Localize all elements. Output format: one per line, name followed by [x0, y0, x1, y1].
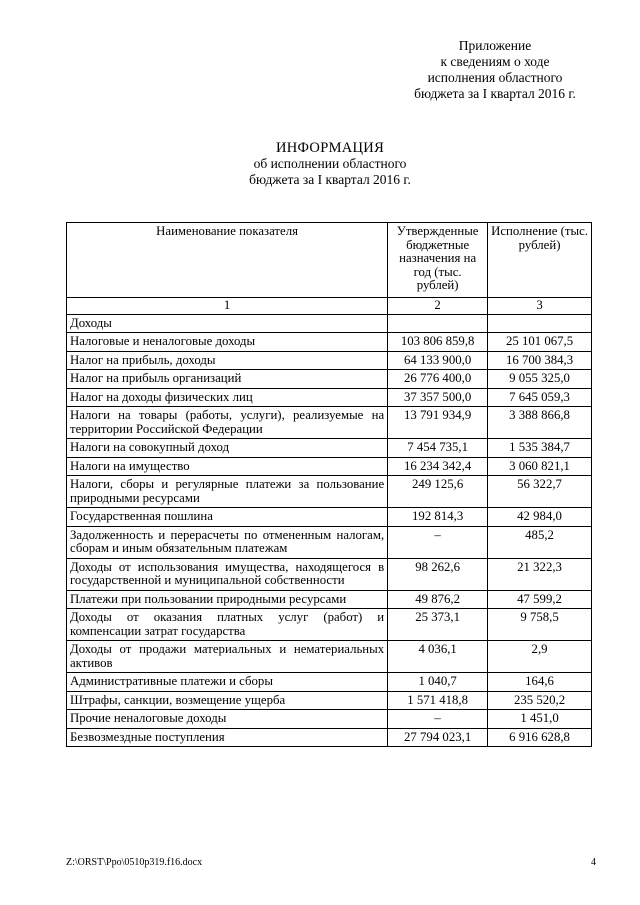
row-approved-cell: 26 776 400,0	[388, 370, 488, 389]
document-title: ИНФОРМАЦИЯ	[275, 140, 385, 156]
row-name-cell: Налоги, сборы и регулярные платежи за пользование природными ресурсами	[67, 476, 388, 508]
appendix-line: Приложение	[458, 38, 532, 53]
row-name-cell: Налог на доходы физических лиц	[67, 388, 388, 407]
row-approved-cell: 13 791 934,9	[388, 407, 488, 439]
table-header-row	[67, 223, 592, 298]
column-number: 3	[488, 298, 592, 315]
column-header-approved: Утвержденные бюджетные назначения на год (тыс. рублей)	[388, 223, 488, 298]
row-approved-cell: 64 133 900,0	[388, 351, 488, 370]
column-number-row	[67, 298, 592, 315]
file-path: Z:\ORST\Ppo\0510p319.f16.docx	[66, 857, 203, 868]
row-approved-cell: 16 234 342,4	[388, 457, 488, 476]
row-approved-cell: 37 357 500,0	[388, 388, 488, 407]
row-approved-cell: 49 876,2	[388, 590, 488, 609]
document-heading	[0, 140, 640, 188]
row-name-cell: Доходы	[67, 314, 388, 333]
row-executed-cell: 3 388 866,8	[488, 407, 592, 439]
row-approved-cell: 98 262,6	[388, 558, 488, 590]
table-row	[67, 691, 592, 710]
row-executed-cell: 485,2	[488, 526, 592, 558]
row-executed-cell: 2,9	[488, 641, 592, 673]
row-approved-cell: 4 036,1	[388, 641, 488, 673]
row-name-cell: Налог на прибыль, доходы	[67, 351, 388, 370]
row-executed-cell: 16 700 384,3	[488, 351, 592, 370]
row-approved-cell: 1 040,7	[388, 673, 488, 692]
row-approved-cell: 249 125,6	[388, 476, 488, 508]
row-name-cell: Задолженность и перерасчеты по отмененным налогам, сборам и иным обязательным платежам	[67, 526, 388, 558]
column-number: 1	[67, 298, 388, 315]
row-approved-cell	[388, 314, 488, 333]
table-row	[67, 314, 592, 333]
row-name-cell: Доходы от продажи материальных и нематериальных активов	[67, 641, 388, 673]
table-row	[67, 508, 592, 527]
table-row	[67, 370, 592, 389]
row-approved-cell: –	[388, 710, 488, 729]
row-name-cell: Налоги на имущество	[67, 457, 388, 476]
page-number: 4	[591, 857, 596, 868]
table-row	[67, 710, 592, 729]
row-executed-cell: 25 101 067,5	[488, 333, 592, 352]
row-name-cell: Безвозмездные поступления	[67, 728, 388, 747]
row-name-cell: Доходы от использования имущества, находящегося в государственной и муниципальной собственности	[67, 558, 388, 590]
row-executed-cell: 1 535 384,7	[488, 439, 592, 458]
row-name-cell: Административные платежи и сборы	[67, 673, 388, 692]
appendix-line: бюджета за I квартал 2016 г.	[414, 86, 576, 101]
row-name-cell: Штрафы, санкции, возмещение ущерба	[67, 691, 388, 710]
table-row	[67, 439, 592, 458]
row-approved-cell: 1 571 418,8	[388, 691, 488, 710]
row-name-cell: Налоговые и неналоговые доходы	[67, 333, 388, 352]
row-name-cell: Доходы от оказания платных услуг (работ) и компенсации затрат государства	[67, 609, 388, 641]
row-executed-cell: 9 055 325,0	[488, 370, 592, 389]
row-executed-cell: 7 645 059,3	[488, 388, 592, 407]
row-executed-cell: 47 599,2	[488, 590, 592, 609]
row-executed-cell: 6 916 628,8	[488, 728, 592, 747]
table-row	[67, 609, 592, 641]
table-row	[67, 333, 592, 352]
row-executed-cell: 1 451,0	[488, 710, 592, 729]
table-row	[67, 641, 592, 673]
table-row	[67, 728, 592, 747]
row-name-cell: Прочие неналоговые доходы	[67, 710, 388, 729]
row-name-cell: Налоги на товары (работы, услуги), реализуемые на территории Российской Федерации	[67, 407, 388, 439]
table-row	[67, 526, 592, 558]
table-row	[67, 388, 592, 407]
row-name-cell: Платежи при пользовании природными ресурсами	[67, 590, 388, 609]
row-executed-cell: 9 758,5	[488, 609, 592, 641]
document-subtitle: бюджета за I квартал 2016 г.	[249, 172, 411, 187]
row-executed-cell: 235 520,2	[488, 691, 592, 710]
row-executed-cell: 21 322,3	[488, 558, 592, 590]
table-row	[67, 407, 592, 439]
row-executed-cell: 3 060 821,1	[488, 457, 592, 476]
appendix-note	[380, 38, 610, 102]
table-row	[67, 351, 592, 370]
table-row	[67, 673, 592, 692]
row-name-cell: Налоги на совокупный доход	[67, 439, 388, 458]
row-approved-cell: 27 794 023,1	[388, 728, 488, 747]
table-row	[67, 558, 592, 590]
row-approved-cell: 103 806 859,8	[388, 333, 488, 352]
row-name-cell: Налог на прибыль организаций	[67, 370, 388, 389]
row-approved-cell: 25 373,1	[388, 609, 488, 641]
row-executed-cell: 42 984,0	[488, 508, 592, 527]
column-header-executed: Исполнение (тыс. рублей)	[488, 223, 592, 298]
row-executed-cell: 164,6	[488, 673, 592, 692]
table-row	[67, 476, 592, 508]
row-executed-cell	[488, 314, 592, 333]
row-approved-cell: 7 454 735,1	[388, 439, 488, 458]
document-subtitle: об исполнении областного	[253, 156, 407, 171]
table-row	[67, 590, 592, 609]
appendix-line: к сведениям о ходе	[440, 54, 550, 69]
table-row	[67, 457, 592, 476]
column-number: 2	[388, 298, 488, 315]
row-approved-cell: 192 814,3	[388, 508, 488, 527]
appendix-line: исполнения областного	[427, 70, 563, 85]
row-name-cell: Государственная пошлина	[67, 508, 388, 527]
column-header-name: Наименование показателя	[67, 223, 388, 298]
row-approved-cell: –	[388, 526, 488, 558]
budget-table	[66, 222, 592, 747]
row-executed-cell: 56 322,7	[488, 476, 592, 508]
page-footer	[66, 857, 596, 868]
